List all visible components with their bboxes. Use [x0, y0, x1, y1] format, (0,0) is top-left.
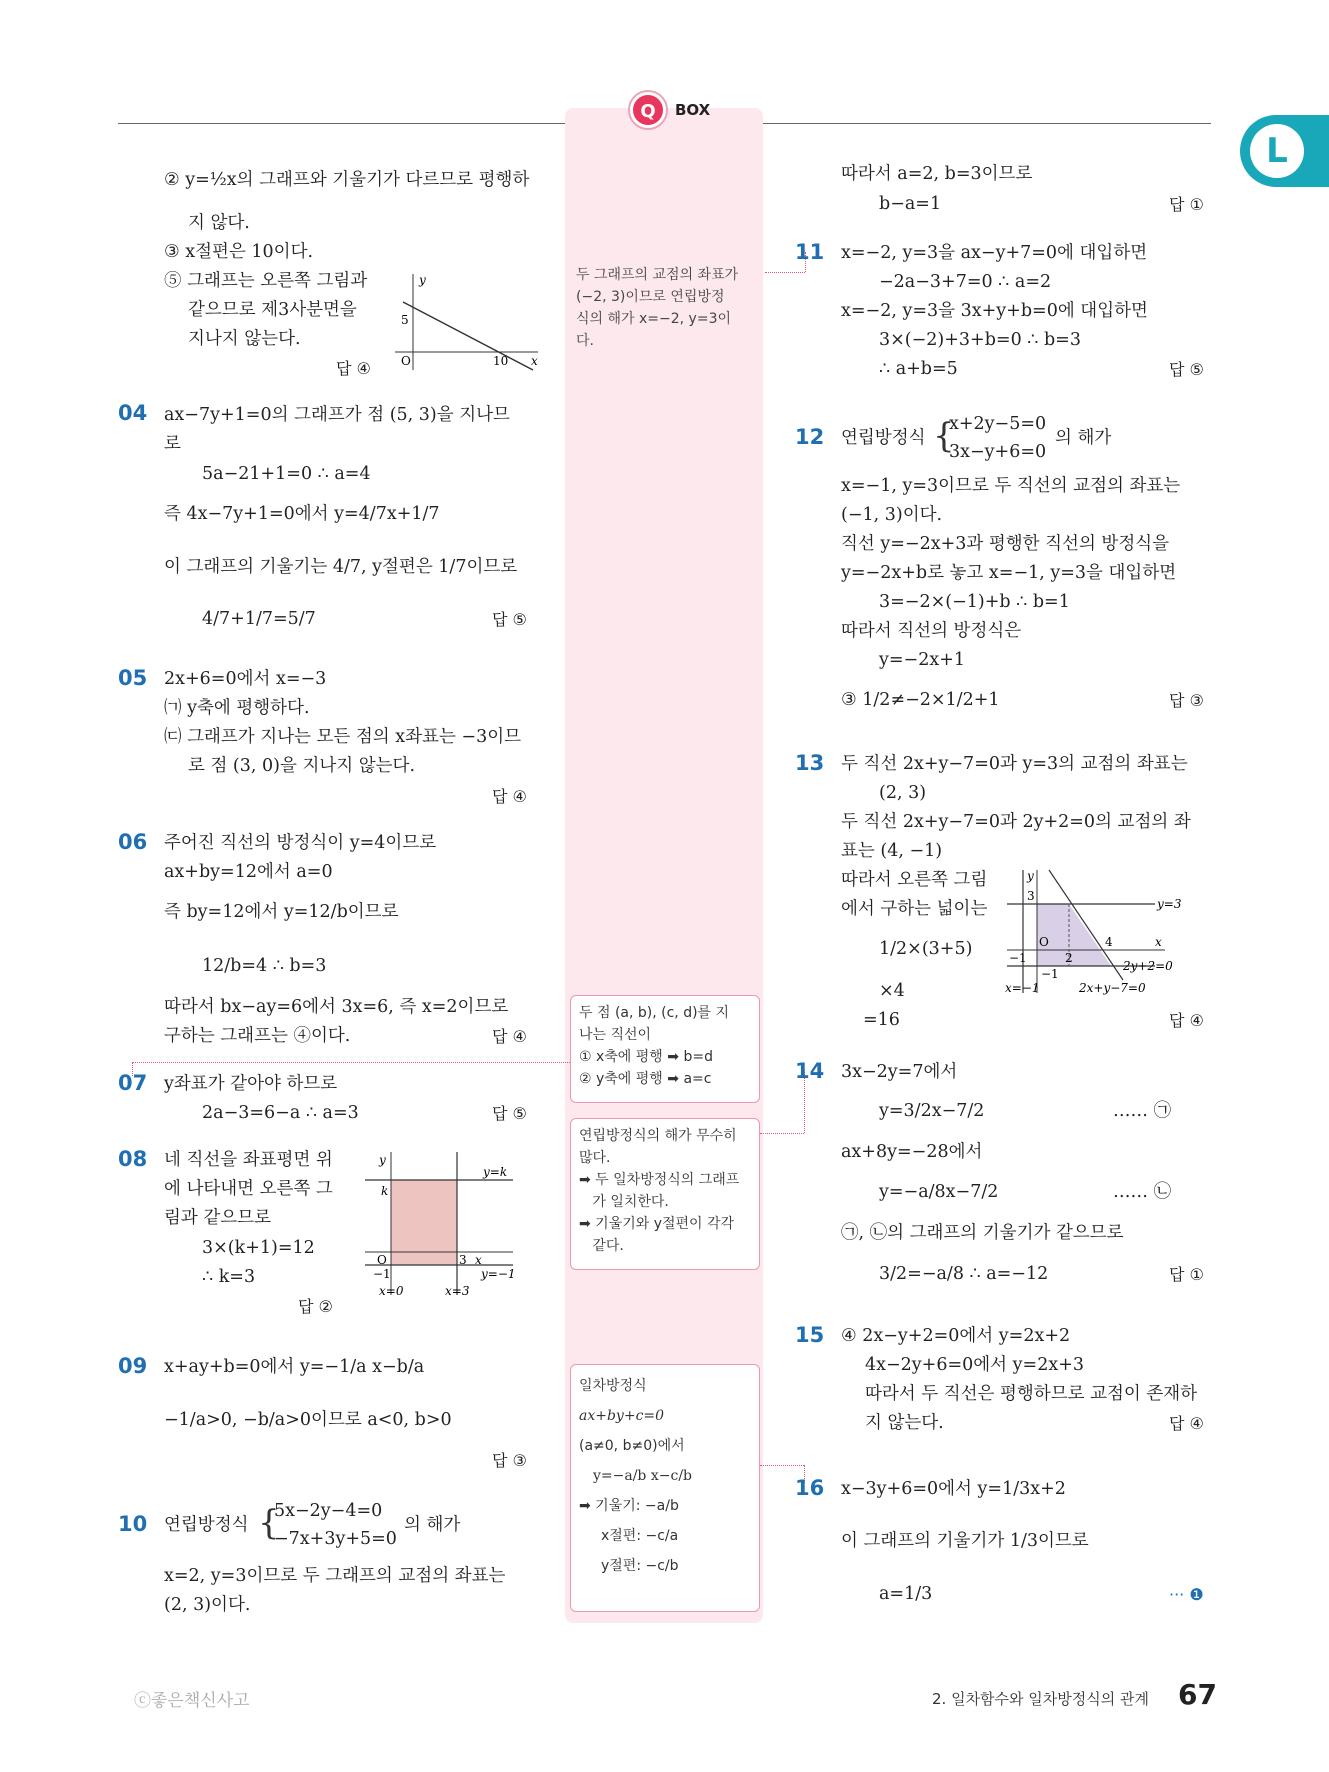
text-line: …… ㉡ [1113, 1182, 1172, 1202]
text-line: =16 [863, 1010, 900, 1030]
q-box-logo [628, 90, 728, 130]
text-line: 의 해가 [404, 1515, 461, 1535]
note-line: 가 일치한다. [579, 1194, 669, 1210]
text-line: 에 나타내면 오른쪽 그 [164, 1179, 333, 1199]
text-line: 1/2×(3+5) [879, 939, 973, 959]
box-label: BOX [675, 101, 711, 119]
text-line: 즉 4x−7y+1=0에서 y=4/7x+1/7 [164, 504, 440, 524]
text-line: 따라서 a=2, b=3이므로 [841, 164, 1033, 184]
note-line: y=−a/b x−c/b [593, 1468, 692, 1484]
sidebar-box-14 [570, 1118, 760, 1270]
chapter-tab [1240, 115, 1329, 187]
brace: { [258, 1503, 280, 1543]
note-line: 연립방정식의 해가 무수히 [579, 1128, 737, 1144]
text-line: ㉠, ㉡의 그래프의 기울기가 같으므로 [841, 1223, 1124, 1243]
answer-14: 답 ① [1169, 1265, 1204, 1284]
problem-number: 09 [118, 1354, 148, 1378]
text-line: 주어진 직선의 방정식이 y=4이므로 [164, 833, 437, 853]
top-rule-left [118, 123, 565, 124]
text-line: ×4 [879, 981, 905, 1001]
text-line: ax+8y=−28에서 [841, 1142, 983, 1162]
answer-13: 답 ④ [1169, 1011, 1204, 1030]
note-line: 두 그래프의 교점의 좌표가 [576, 267, 739, 283]
text-line: …… ㉠ [1113, 1101, 1172, 1121]
answer-10: 답 ① [1169, 195, 1204, 214]
text-line: 직선 y=−2x+3과 평행한 직선의 방정식을 [841, 534, 1170, 554]
text-line: 의 해가 [1055, 428, 1112, 448]
problem-number: 15 [795, 1323, 825, 1347]
text-line: 두 직선 2x+y−7=0과 2y+2=0의 교점의 좌 [841, 812, 1191, 832]
graph-rectangle [363, 1150, 543, 1300]
text-line: 2x+6=0에서 x=−3 [164, 669, 327, 689]
text-line: 같으므로 제3사분면을 [188, 300, 357, 320]
chapter-tab-circle: L [1250, 124, 1304, 178]
problem-number: 16 [795, 1476, 825, 1500]
problem-number: 07 [118, 1071, 148, 1095]
note-line: 많다. [579, 1150, 611, 1166]
footer-publisher: ⓒ좋은책신사고 [134, 1691, 250, 1711]
svg-text:10: 10 [493, 354, 509, 368]
svg-text:y=3: y=3 [1157, 897, 1182, 911]
connector-07-v [132, 1062, 133, 1076]
note-line: ➡ 두 일차방정식의 그래프 [579, 1172, 740, 1188]
connector-16 [760, 1465, 804, 1466]
text-line: ④ 2x−y+2=0에서 y=2x+2 [841, 1326, 1071, 1346]
text-line: ax−7y+1=0의 그래프가 점 (5, 3)을 지나므 [164, 405, 510, 425]
graph-trapezoid [1005, 868, 1215, 998]
text-line: ax+by=12에서 a=0 [164, 862, 333, 882]
svg-text:5: 5 [401, 313, 409, 327]
note-line: x절편: −c/a [601, 1528, 679, 1544]
text-line: 즉 by=12에서 y=12/b이므로 [164, 902, 399, 922]
text-line: 네 직선을 좌표평면 위 [164, 1150, 333, 1170]
graph-line-intercepts [393, 272, 543, 372]
text-line: x=2, y=3이므로 두 그래프의 교점의 좌표는 [164, 1566, 506, 1586]
text-line: 로 점 (3, 0)을 지나지 않는다. [188, 756, 416, 776]
svg-text:y: y [1027, 869, 1034, 883]
text-line: (2, 3) [879, 783, 927, 803]
text-line: 로 [164, 434, 181, 454]
connector-07 [132, 1062, 570, 1063]
sidebar-box-16 [570, 1364, 760, 1612]
answer-03: 답 ④ [336, 359, 371, 378]
problem-number: 12 [795, 425, 825, 449]
answer-09: 답 ③ [492, 1451, 527, 1470]
text-line: 이 그래프의 기울기는 4/7, y절편은 1/7이므로 [164, 557, 518, 577]
problem-number: 06 [118, 830, 148, 854]
answer-05: 답 ④ [492, 787, 527, 806]
text-line: 3×(k+1)=12 [202, 1238, 315, 1258]
answer-08: 답 ② [298, 1297, 333, 1316]
text-line: 3×(−2)+3+b=0 ∴ b=3 [879, 330, 1081, 350]
sidebar-box-07 [570, 995, 760, 1103]
text-line: x=−2, y=3을 3x+y+b=0에 대입하면 [841, 301, 1148, 321]
svg-text:O: O [401, 354, 411, 368]
text-line: 이 그래프의 기울기가 1/3이므로 [841, 1531, 1089, 1551]
svg-text:x: x [1155, 935, 1162, 949]
footer-chapter: 2. 일차함수와 일차방정식의 관계 [932, 1690, 1149, 1708]
top-rule-right [763, 123, 1211, 124]
note-line: (a≠0, b≠0)에서 [579, 1438, 685, 1454]
answer-07: 답 ⑤ [492, 1104, 527, 1123]
svg-text:y: y [419, 273, 426, 287]
answer-15: 답 ④ [1169, 1414, 1204, 1433]
page-number: 67 [1178, 1678, 1217, 1711]
svg-text:y=−1: y=−1 [481, 1267, 516, 1281]
svg-text:y=k: y=k [483, 1165, 508, 1179]
text-line: −2a−3+7=0 ∴ a=2 [879, 272, 1052, 292]
note-line: ② y축에 평행 ➡ a=c [579, 1071, 712, 1087]
text-line: a=1/3 [879, 1584, 933, 1604]
text-line: (−1, 3)이다. [841, 505, 943, 525]
text-line: 연립방정식 [164, 1515, 249, 1535]
text-line: ③ x절편은 10이다. [164, 242, 314, 262]
svg-text:x: x [475, 1253, 482, 1267]
text-line: x=−1, y=3이므로 두 직선의 교점의 좌표는 [841, 476, 1181, 496]
text-line: 에서 구하는 넓이는 [841, 899, 988, 919]
text-line: y=−2x+1 [879, 650, 966, 670]
text-line: 지 않는다. [865, 1413, 944, 1433]
text-line: 연립방정식 [841, 428, 926, 448]
text-line: 지 않다. [188, 213, 250, 233]
text-line: y=−a/8x−7/2 [879, 1182, 999, 1202]
note-line: y절편: −c/b [601, 1558, 679, 1574]
text-line: ⑤ 그래프는 오른쪽 그림과 [164, 271, 368, 291]
note-line: ① x축에 평행 ➡ b=d [579, 1049, 713, 1065]
svg-text:k: k [381, 1184, 389, 1198]
svg-text:y: y [379, 1153, 386, 1167]
text-line: ∴ a+b=5 [879, 359, 958, 379]
svg-text:−1: −1 [1041, 967, 1059, 981]
note-line: ➡ 기울기: −a/b [579, 1498, 679, 1514]
text-line: 따라서 직선의 방정식은 [841, 621, 1022, 641]
note-line: ax+by+c=0 [579, 1408, 665, 1424]
text-line: x+ay+b=0에서 y=−1/a x−b/a [164, 1357, 425, 1377]
answer-12: 답 ③ [1169, 691, 1204, 710]
text-line: ㈀ y축에 평행하다. [164, 698, 310, 718]
svg-text:O: O [1039, 935, 1049, 949]
text-line: y=3/2x−7/2 [879, 1101, 985, 1121]
svg-text:x=3: x=3 [445, 1284, 470, 1298]
text-line: 따라서 bx−ay=6에서 3x=6, 즉 x=2이므로 [164, 997, 509, 1017]
svg-text:4: 4 [1105, 935, 1113, 949]
svg-text:−1: −1 [373, 1267, 391, 1281]
text-line: 3x−y+6=0 [949, 442, 1047, 462]
svg-text:x=−1: x=−1 [1005, 981, 1040, 995]
note-line: 다. [576, 333, 594, 349]
text-line: 4x−2y+6=0에서 y=2x+3 [865, 1355, 1085, 1375]
svg-text:−1: −1 [1009, 951, 1027, 965]
brace: { [933, 416, 955, 456]
problem-number: 11 [795, 240, 825, 264]
note-line: ➡ 기울기와 y절편이 각각 [579, 1216, 735, 1232]
problem-number: 10 [118, 1512, 148, 1536]
problem-number: 14 [795, 1059, 825, 1083]
text-line: 두 직선 2x+y−7=0과 y=3의 교점의 좌표는 [841, 754, 1188, 774]
note-line: (−2, 3)이므로 연립방정 [576, 289, 725, 305]
text-line: −7x+3y+5=0 [274, 1529, 397, 1549]
svg-text:Q: Q [640, 101, 656, 122]
answer-11: 답 ⑤ [1169, 360, 1204, 379]
answer-04: 답 ⑤ [492, 610, 527, 629]
note-line: 일차방정식 [579, 1378, 647, 1394]
text-line: 표는 (4, −1) [841, 841, 943, 861]
svg-text:3: 3 [459, 1253, 467, 1267]
text-line: 림과 같으므로 [164, 1208, 271, 1228]
note-line: 식의 해가 x=−2, y=3이 [576, 311, 731, 327]
svg-text:2y+2=0: 2y+2=0 [1123, 959, 1173, 973]
sidebar-note-11 [576, 264, 756, 352]
text-line: 3=−2×(−1)+b ∴ b=1 [879, 592, 1070, 612]
text-line: 3/2=−a/8 ∴ a=−12 [879, 1264, 1049, 1284]
text-line: 5a−21+1=0 ∴ a=4 [202, 464, 371, 484]
svg-text:x: x [531, 354, 538, 368]
connector-11 [765, 272, 805, 273]
svg-text:O: O [377, 1253, 387, 1267]
text-line: 지나지 않는다. [188, 329, 301, 349]
text-line: 4/7+1/7=5/7 [202, 609, 316, 629]
q-logo-icon [628, 90, 674, 130]
text-line: 3x−2y=7에서 [841, 1062, 958, 1082]
text-line: y좌표가 같아야 하므로 [164, 1074, 338, 1094]
text-line: x=−2, y=3을 ax−y+7=0에 대입하면 [841, 243, 1148, 263]
text-line: ② y=½x의 그래프와 기울기가 다르므로 평행하 [164, 170, 530, 190]
note-line: 두 점 (a, b), (c, d)를 지 [579, 1005, 730, 1021]
answer-06: 답 ④ [492, 1027, 527, 1046]
problem-number: 13 [795, 751, 825, 775]
text-line: x−3y+6=0에서 y=1/3x+2 [841, 1479, 1066, 1499]
note-line: 같다. [579, 1238, 624, 1254]
text-line: x+2y−5=0 [949, 414, 1047, 434]
svg-text:x=0: x=0 [379, 1284, 404, 1298]
problem-number: 08 [118, 1147, 148, 1171]
svg-text:2: 2 [1065, 951, 1073, 965]
text-line: −1/a>0, −b/a>0이므로 a<0, b>0 [164, 1410, 452, 1430]
text-line: 12/b=4 ∴ b=3 [202, 956, 327, 976]
text-line: ∴ k=3 [202, 1267, 256, 1287]
connector-14 [760, 1133, 804, 1134]
text-line: 구하는 그래프는 ④이다. [164, 1026, 351, 1046]
step-marker: ··· ❶ [1169, 1585, 1204, 1604]
text-line: b−a=1 [879, 194, 942, 214]
svg-text:2x+y−7=0: 2x+y−7=0 [1079, 981, 1146, 995]
note-line: 나는 직선이 [579, 1027, 652, 1043]
text-line: 2a−3=6−a ∴ a=3 [202, 1103, 359, 1123]
svg-text:3: 3 [1027, 889, 1035, 903]
text-line: 따라서 두 직선은 평행하므로 교점이 존재하 [865, 1384, 1198, 1404]
text-line: ③ 1/2≠−2×1/2+1 [841, 690, 1000, 710]
text-line: 따라서 오른쪽 그림 [841, 870, 988, 890]
problem-number: 04 [118, 401, 148, 425]
text-line: y=−2x+b로 놓고 x=−1, y=3을 대입하면 [841, 563, 1177, 583]
text-line: (2, 3)이다. [164, 1595, 251, 1615]
problem-number: 05 [118, 666, 148, 690]
text-line: ㈂ 그래프가 지나는 모든 점의 x좌표는 −3이므 [164, 727, 522, 747]
text-line: 5x−2y−4=0 [274, 1501, 383, 1521]
